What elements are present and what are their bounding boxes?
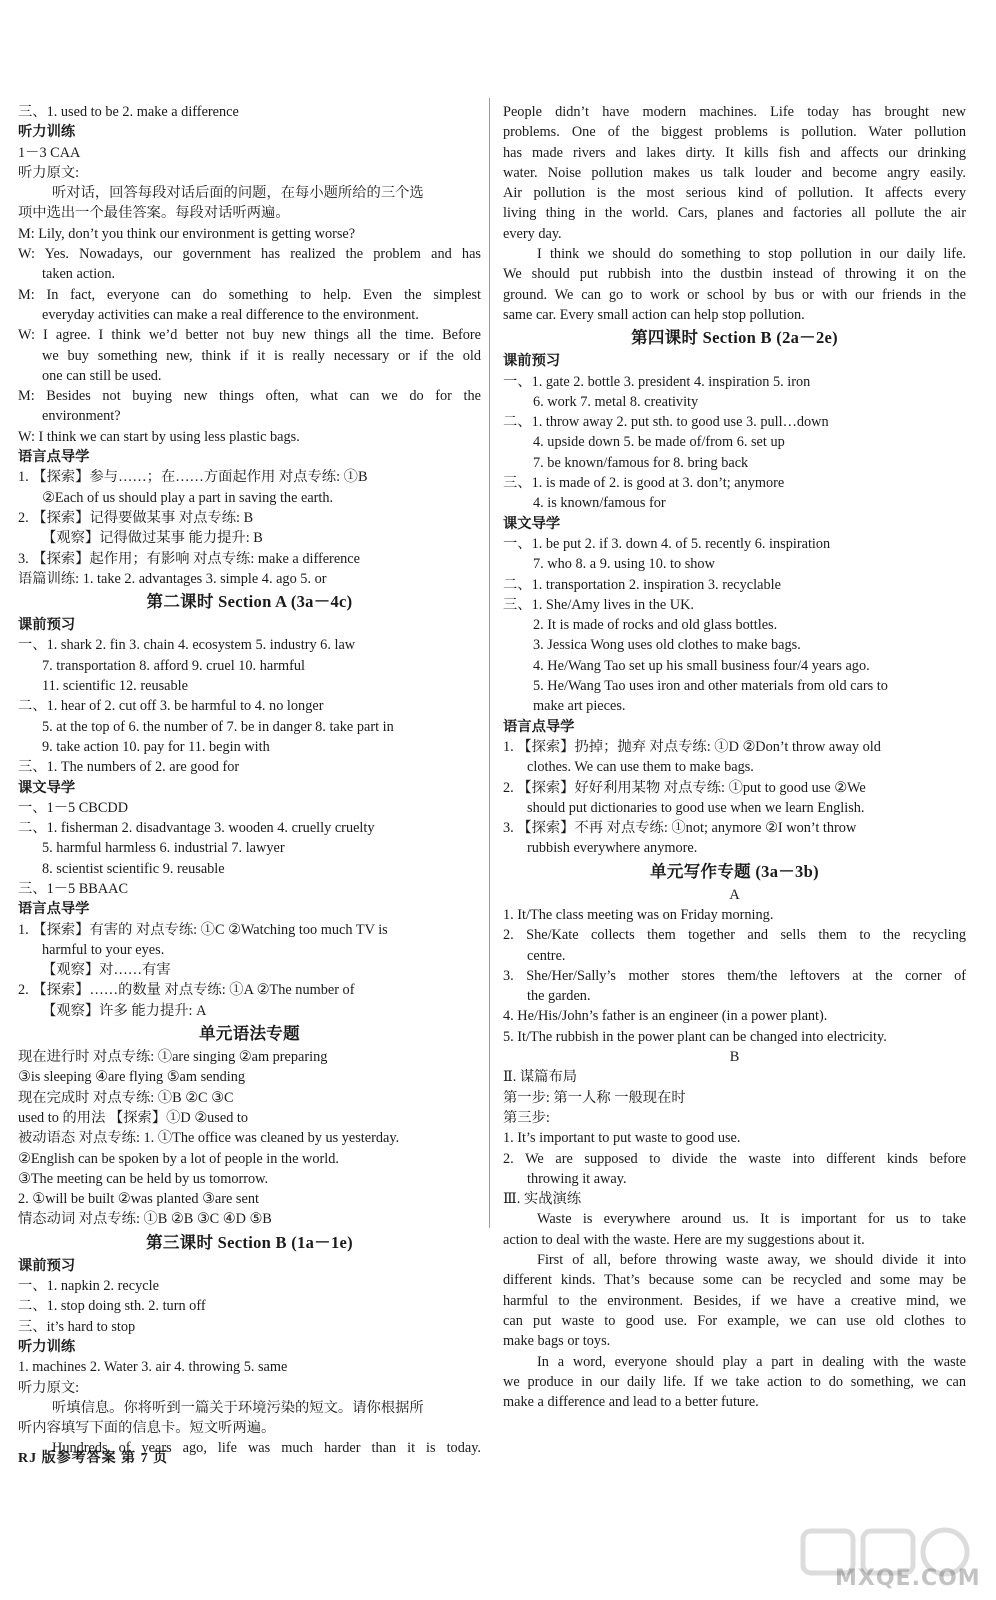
text-line: 三、1. is made of 2. is good at 3. don’t; anymore [503, 475, 785, 492]
text-line: 1. It/The class meeting was on Friday morning. [503, 906, 774, 923]
section-heading: should put dictionaries to good use when we learn English. [527, 799, 865, 816]
text-line: 三、1. used to be 2. make a difference [18, 104, 239, 120]
text-line: 5. It/The rubbish in the power plant can be changed into electricity. [503, 1028, 887, 1045]
subsection-label: 语言点导学 [18, 901, 90, 918]
section-heading: environment? [42, 408, 121, 425]
subsection-label: 听力训练 [18, 124, 76, 141]
text-line: 6. work 7. metal 8. creativity [533, 393, 699, 410]
text-line: 情态动词 对点专练: ①B ②B ③C ④D ⑤B [18, 1211, 272, 1228]
text-line: 9. take action 10. pay for 11. begin with [42, 738, 270, 755]
text-line: ③is sleeping ④are flying ⑤am sending [18, 1069, 246, 1086]
text-line: living thing in the world. Cars, planes and factories all pollute the air [503, 205, 966, 222]
text-line: 3. 【探索】不再 对点专练: ①not; anymore ②I won’t throw [503, 820, 857, 837]
text-line: ③The meeting can be held by us tomorrow. [18, 1170, 269, 1187]
text-line: M: In fact, everyone can do something to help. Even the simplest [18, 286, 481, 303]
text-line: make art pieces. [533, 698, 626, 715]
subsection-label: 课前预习 [503, 353, 561, 370]
text-line: 3. Jessica Wong uses old clothes to make bags. [533, 637, 801, 654]
text-line: 4. upside down 5. be made of/from 6. set up [533, 434, 785, 451]
text-line: Hundreds of years ago, life was much harder than it is today. [52, 1440, 481, 1457]
section-heading: rubbish everywhere anymore. [527, 840, 698, 857]
text-line: W: Yes. Nowadays, our government has realized the problem and has [18, 246, 481, 263]
text-line: 2. 【探索】……的数量 对点专练: ①A ②The number of [18, 982, 355, 999]
section-heading: clothes. We can use them to make bags. [527, 759, 754, 776]
text-line: 1－3 CAA [18, 144, 81, 161]
text-line: Ⅱ. 谋篇布局 [503, 1069, 578, 1086]
text-line: 7. transportation 8. afford 9. cruel 10. harmful [42, 657, 305, 674]
text-line: 2. It is made of rocks and old glass bottles. [533, 617, 778, 634]
text-line: ②Each of us should play a part in saving the earth. [42, 489, 334, 506]
text-line: W: I think we can start by using less plastic bags. [18, 428, 300, 445]
text-line: M: Besides not buying new things often, what can we do for the [18, 388, 481, 405]
section-heading: everyday activities can make a real difference to the environment. [42, 306, 419, 323]
section-heading: taken action. [42, 266, 116, 283]
text-line: 3. She/Her/Sally’s mother stores them/the leftovers at the corner of [503, 967, 966, 984]
text-line: problems. One of the biggest problems is pollution. Water pollution [503, 124, 966, 141]
text-line: 4. is known/famous for [533, 495, 666, 512]
subsection-label: 课前预习 [18, 617, 76, 634]
text-line: 三、it’s hard to stop [18, 1318, 136, 1335]
text-line: same car. Every small action can help stop pollution. [503, 306, 805, 323]
text-line: 听力原文: [18, 164, 80, 181]
text-line: 【观察】记得做过某事 能力提升: B [42, 530, 263, 547]
section-heading: 单元语法专题 [199, 1024, 300, 1044]
text-line: 1. machines 2. Water 3. air 4. throwing 5. same [18, 1359, 288, 1376]
text-line: 听对话，回答每段对话后面的问题，在每小题所给的三个选 [52, 185, 424, 202]
page-footer: RJ 版参考答案 第 7 页 [18, 1451, 169, 1466]
section-heading: 第三课时 Section B (1a－1e) [146, 1232, 353, 1252]
text-line: 二、1. transportation 2. inspiration 3. recyclable [503, 576, 781, 593]
text-line: 5. He/Wang Tao uses iron and other materials from old cars to [533, 678, 888, 695]
text-line: 第三步: [503, 1109, 550, 1126]
text-line: 2. 【探索】好好利用某物 对点专练: ①put to good use ②We [503, 779, 866, 796]
text-line: 二、1. fisherman 2. disadvantage 3. wooden 4. cruelly cruelty [18, 820, 375, 837]
text-line: 3. 【探索】起作用；有影响 对点专练: make a difference [18, 550, 360, 567]
text-line: used to 的用法 【探索】①D ②used to [18, 1109, 249, 1126]
text-line: 1. 【探索】扔掉；抛弃 对点专练: ①D ②Don’t throw away old [503, 738, 881, 755]
text-line: People didn’t have modern machines. Life today has brought new [503, 104, 966, 120]
subsection-label: 语言点导学 [18, 449, 90, 466]
text-line: 【观察】对……有害 [42, 962, 171, 979]
text-line: 1. It’s important to put waste to good use. [503, 1130, 741, 1147]
text-line: harmful to the environment. Besides, if we have a creative mind, we [503, 1292, 966, 1309]
text-line: ground. We can go to work or school by bus or with our friends in the [503, 286, 966, 303]
text-line: can put waste to good use. For example, we can use old clothes to [503, 1312, 966, 1329]
text-line: 三、1. She/Amy lives in the UK. [503, 596, 695, 613]
text-line: 一、1. be put 2. if 3. down 4. of 5. recently 6. inspiration [503, 535, 831, 552]
text-line: 现在完成时 对点专练: ①B ②C ③C [18, 1089, 234, 1106]
section-heading: we buy something new, think if it is really necessary or if the old [42, 347, 481, 364]
text-line: W: I agree. I think we’d better not buy new things all the time. Before [18, 327, 481, 344]
text-line: 项中选出一个最佳答案。每段对话听两遍。 [18, 205, 290, 222]
text-line: A [729, 886, 740, 903]
text-line: Air pollution is the most serious kind of pollution. It affects every [503, 185, 966, 202]
text-line: M: Lily, don’t you think our environment is getting worse? [18, 225, 356, 242]
section-heading: 单元写作专题 (3a－3b) [650, 861, 819, 881]
text-line: 语篇训练: 1. take 2. advantages 3. simple 4. ago 5. or [18, 570, 327, 587]
text-line: First of all, before throwing waste away, we should divide it into [537, 1252, 966, 1269]
text-line: 一、1. gate 2. bottle 3. president 4. inspiration 5. iron [503, 373, 811, 390]
text-line: 4. He/Wang Tao set up his small business four/4 years ago. [533, 657, 870, 674]
text-line: 8. scientist scientific 9. reusable [42, 860, 225, 877]
text-line: Waste is everywhere around us. It is important for us to take [537, 1211, 966, 1228]
text-line: we produce in our daily life. If we take action to do something, we can [503, 1373, 966, 1390]
text-line: ②English can be spoken by a lot of people in the world. [18, 1150, 339, 1167]
subsection-label: 课前预习 [18, 1257, 76, 1274]
text-line: 二、1. hear of 2. cut off 3. be harmful to 4. no longer [18, 698, 324, 715]
text-line: 第一步: 第一人称 一般现在时 [503, 1089, 686, 1106]
text-line: 1. 【探索】有害的 对点专练: ①C ②Watching too much TV is [18, 921, 388, 938]
section-heading: 第四课时 Section B (2a－2e) [631, 328, 838, 348]
text-line: 7. who 8. a 9. using 10. to show [533, 556, 715, 573]
text-line: 1. 【探索】参与……；在……方面起作用 对点专练: ①B [18, 469, 368, 486]
text-line: 听填信息。你将听到一篇关于环境污染的短文。请你根据所 [52, 1399, 424, 1416]
section-heading: one can still be used. [42, 367, 162, 384]
text-line: different kinds. That’s because some can be recycled and some may be [503, 1272, 966, 1289]
text-line: 2. She/Kate collects them together and sells them to the recycling [503, 927, 966, 944]
text-line: make a difference and lead to a better future. [503, 1394, 759, 1411]
text-line: 5. harmful harmless 6. industrial 7. lawyer [42, 840, 285, 857]
text-line: 【观察】许多 能力提升: A [42, 1002, 207, 1019]
subsection-label: 听力训练 [18, 1338, 76, 1355]
text-line: 11. scientific 12. reusable [42, 678, 188, 695]
text-line: 现在进行时 对点专练: ①are singing ②am preparing [18, 1049, 328, 1066]
text-line: has made rivers and lakes dirty. It kills fish and affects our drinking [503, 144, 966, 161]
text-line: 5. at the top of 6. the number of 7. be in danger 8. take part in [42, 718, 394, 735]
text-line: 一、1－5 CBCDD [18, 799, 129, 816]
text-line: I think we should do something to stop pollution in our daily life. [537, 246, 966, 263]
text-line: 三、1－5 BBAAC [18, 880, 129, 897]
text-line: 听内容填写下面的信息卡。短文听两遍。 [18, 1420, 276, 1437]
text-line: Ⅲ. 实战演练 [503, 1191, 582, 1208]
text-line: 一、1. shark 2. fin 3. chain 4. ecosystem 5. industry 6. law [18, 637, 356, 654]
watermark-url: MXQE.COM [835, 1566, 981, 1591]
text-line: water. Noise pollution makes us talk louder and become angry easily. [503, 164, 966, 181]
text-line: 一、1. napkin 2. recycle [18, 1278, 159, 1295]
text-line: action to deal with the waste. Here are my suggestions about it. [503, 1231, 865, 1248]
text-line: 二、1. stop doing sth. 2. turn off [18, 1298, 206, 1315]
section-heading: centre. [527, 947, 566, 964]
section-heading: harmful to your eyes. [42, 941, 165, 958]
text-line: In a word, everyone should play a part in dealing with the waste [537, 1353, 966, 1370]
section-heading: 第二课时 Section A (3a－4c) [146, 592, 353, 612]
text-line: We should put rubbish into the dustbin instead of throwing it on the [503, 266, 966, 283]
text-line: 2. We are supposed to divide the waste into different kinds before [503, 1150, 966, 1167]
text-line: 4. He/His/John’s father is an engineer (in a power plant). [503, 1008, 828, 1025]
right-column [503, 102, 966, 1412]
text-line: 2. ①will be built ②was planted ③are sent [18, 1191, 259, 1208]
text-line: 2. 【探索】记得要做某事 对点专练: B [18, 509, 254, 526]
subsection-label: 课文导学 [18, 779, 76, 796]
text-line: 二、1. throw away 2. put sth. to good use 3. pull…down [503, 414, 829, 431]
section-heading: throwing it away. [527, 1170, 627, 1187]
text-line: 三、1. The numbers of 2. are good for [18, 759, 240, 776]
left-column [18, 102, 481, 1459]
text-line: 被动语态 对点专练: 1. ①The office was cleaned by us yesterday. [18, 1130, 400, 1147]
column-divider [489, 98, 490, 1228]
section-heading: the garden. [527, 988, 591, 1005]
subsection-label: 课文导学 [503, 515, 561, 532]
text-line: make bags or toys. [503, 1333, 611, 1350]
text-line: every day. [503, 225, 562, 242]
text-line: B [729, 1049, 740, 1066]
text-line: 听力原文: [18, 1379, 80, 1396]
subsection-label: 语言点导学 [503, 718, 575, 735]
text-line: 7. be known/famous for 8. bring back [533, 454, 749, 471]
